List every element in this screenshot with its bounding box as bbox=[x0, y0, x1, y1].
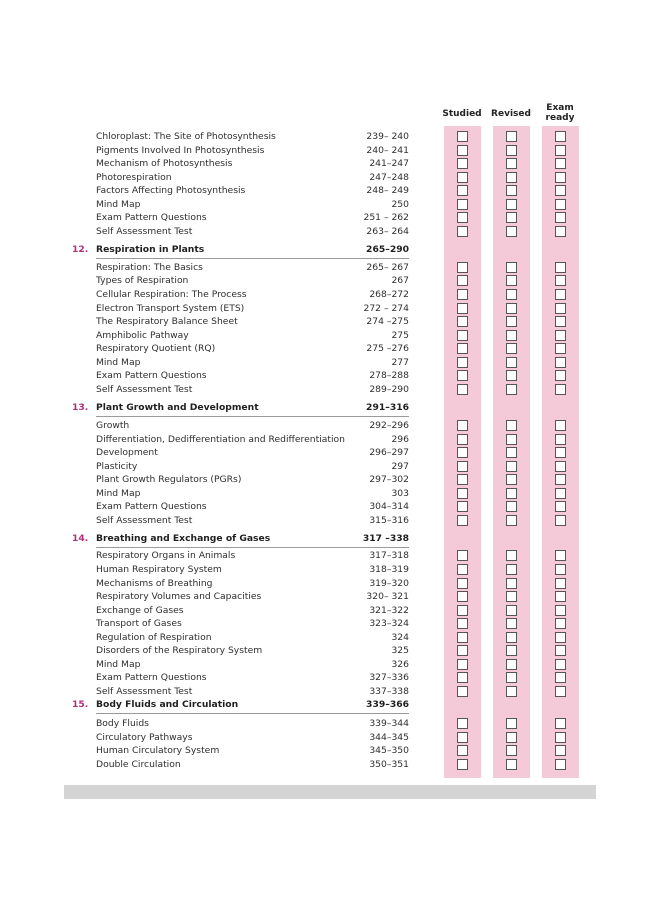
topic-title: Circulatory Pathways bbox=[96, 732, 193, 743]
page-range: 304–314 bbox=[369, 501, 409, 512]
revised-checkbox[interactable] bbox=[506, 501, 517, 512]
topic-title: Respiratory Organs in Animals bbox=[96, 550, 236, 561]
topic-title: Photorespiration bbox=[96, 172, 172, 183]
studied-checkbox[interactable] bbox=[457, 226, 468, 237]
page-range: 247–248 bbox=[369, 172, 409, 183]
topic-title: Regulation of Respiration bbox=[96, 632, 212, 643]
exam-ready-checkbox[interactable] bbox=[555, 357, 566, 368]
chapter-divider bbox=[96, 547, 409, 548]
topic-title: Cellular Respiration: The Process bbox=[96, 289, 247, 300]
chapter-row bbox=[0, 698, 660, 712]
page-range: 275 bbox=[391, 330, 409, 341]
topic-row bbox=[0, 130, 660, 144]
topic-row bbox=[0, 144, 660, 158]
revised-checkbox[interactable] bbox=[506, 718, 517, 729]
page-range: 337–338 bbox=[369, 686, 409, 697]
exam-ready-checkbox[interactable] bbox=[555, 745, 566, 756]
page-range: 345–350 bbox=[369, 745, 409, 756]
exam-ready-checkbox[interactable] bbox=[555, 591, 566, 602]
topic-row bbox=[0, 671, 660, 685]
page-range: 263– 264 bbox=[366, 226, 409, 237]
exam-ready-checkbox[interactable] bbox=[555, 262, 566, 273]
topic-title: Mind Map bbox=[96, 659, 141, 670]
studied-checkbox[interactable] bbox=[457, 718, 468, 729]
chapter-divider bbox=[96, 258, 409, 259]
page-range: 268–272 bbox=[369, 289, 409, 300]
chapter-number: 14. bbox=[72, 533, 89, 544]
studied-checkbox[interactable] bbox=[457, 212, 468, 223]
topic-title: Growth bbox=[96, 420, 130, 431]
exam-ready-checkbox[interactable] bbox=[555, 343, 566, 354]
topic-row bbox=[0, 383, 660, 397]
page-range: 274 –275 bbox=[366, 316, 409, 327]
revised-checkbox[interactable] bbox=[506, 275, 517, 286]
exam-ready-checkbox[interactable] bbox=[555, 488, 566, 499]
page-range: 321–322 bbox=[369, 605, 409, 616]
revised-checkbox[interactable] bbox=[506, 515, 517, 526]
topic-row bbox=[0, 631, 660, 645]
topic-title: Human Circulatory System bbox=[96, 745, 220, 756]
studied-checkbox[interactable] bbox=[457, 564, 468, 575]
revised-checkbox[interactable] bbox=[506, 745, 517, 756]
revised-checkbox[interactable] bbox=[506, 185, 517, 196]
studied-checkbox[interactable] bbox=[457, 759, 468, 770]
studied-checkbox[interactable] bbox=[457, 686, 468, 697]
studied-checkbox[interactable] bbox=[457, 461, 468, 472]
revised-checkbox[interactable] bbox=[506, 488, 517, 499]
exam-ready-checkbox[interactable] bbox=[555, 275, 566, 286]
exam-ready-checkbox[interactable] bbox=[555, 515, 566, 526]
topic-title: Respiratory Volumes and Capacities bbox=[96, 591, 262, 602]
page-range: 277 bbox=[391, 357, 409, 368]
revised-checkbox[interactable] bbox=[506, 645, 517, 656]
exam-ready-checkbox[interactable] bbox=[555, 461, 566, 472]
topic-row bbox=[0, 758, 660, 772]
exam-ready-checkbox[interactable] bbox=[555, 578, 566, 589]
topic-row bbox=[0, 225, 660, 239]
revised-checkbox[interactable] bbox=[506, 618, 517, 629]
topic-title: The Respiratory Balance Sheet bbox=[96, 316, 238, 327]
revised-checkbox[interactable] bbox=[506, 370, 517, 381]
revised-checkbox[interactable] bbox=[506, 474, 517, 485]
studied-checkbox[interactable] bbox=[457, 275, 468, 286]
page-range: 272 – 274 bbox=[363, 303, 409, 314]
revised-checkbox[interactable] bbox=[506, 591, 517, 602]
topic-title: Amphibolic Pathway bbox=[96, 330, 189, 341]
topic-row bbox=[0, 446, 660, 460]
topic-row bbox=[0, 500, 660, 514]
exam-ready-checkbox[interactable] bbox=[555, 672, 566, 683]
exam-ready-checkbox[interactable] bbox=[555, 370, 566, 381]
page-range: 289–290 bbox=[369, 384, 409, 395]
revised-checkbox[interactable] bbox=[506, 199, 517, 210]
revised-checkbox[interactable] bbox=[506, 330, 517, 341]
topic-row bbox=[0, 369, 660, 383]
topic-row bbox=[0, 604, 660, 618]
studied-checkbox[interactable] bbox=[457, 488, 468, 499]
studied-checkbox[interactable] bbox=[457, 605, 468, 616]
revised-checkbox[interactable] bbox=[506, 172, 517, 183]
topic-title: Types of Respiration bbox=[96, 275, 189, 286]
page-range: 296–297 bbox=[369, 447, 409, 458]
studied-checkbox[interactable] bbox=[457, 550, 468, 561]
topic-row bbox=[0, 171, 660, 185]
column-header-exam-ready-line2: ready bbox=[545, 113, 575, 123]
topic-title: Body Fluids bbox=[96, 718, 149, 729]
studied-checkbox[interactable] bbox=[457, 131, 468, 142]
topic-title: Plant Growth Regulators (PGRs) bbox=[96, 474, 242, 485]
studied-checkbox[interactable] bbox=[457, 434, 468, 445]
topic-title: Mind Map bbox=[96, 357, 141, 368]
studied-checkbox[interactable] bbox=[457, 289, 468, 300]
revised-checkbox[interactable] bbox=[506, 357, 517, 368]
exam-ready-checkbox[interactable] bbox=[555, 550, 566, 561]
chapter-row bbox=[0, 243, 660, 257]
topic-title: Development bbox=[96, 447, 158, 458]
topic-row bbox=[0, 549, 660, 563]
topic-title: Mind Map bbox=[96, 488, 141, 499]
exam-ready-checkbox[interactable] bbox=[555, 158, 566, 169]
topic-row bbox=[0, 590, 660, 604]
exam-ready-checkbox[interactable] bbox=[555, 212, 566, 223]
footer-bar bbox=[64, 785, 596, 799]
revised-checkbox[interactable] bbox=[506, 262, 517, 273]
topic-title: Double Circulation bbox=[96, 759, 181, 770]
topic-row bbox=[0, 419, 660, 433]
page-range: 278–288 bbox=[369, 370, 409, 381]
topic-title: Plasticity bbox=[96, 461, 138, 472]
page-range: 296 bbox=[391, 434, 409, 445]
exam-ready-checkbox[interactable] bbox=[555, 632, 566, 643]
revised-checkbox[interactable] bbox=[506, 343, 517, 354]
exam-ready-checkbox[interactable] bbox=[555, 131, 566, 142]
topic-row bbox=[0, 563, 660, 577]
exam-ready-checkbox[interactable] bbox=[555, 316, 566, 327]
revised-checkbox[interactable] bbox=[506, 672, 517, 683]
studied-checkbox[interactable] bbox=[457, 145, 468, 156]
page-range: 275 –276 bbox=[366, 343, 409, 354]
page-range: 323–324 bbox=[369, 618, 409, 629]
topic-row bbox=[0, 198, 660, 212]
exam-ready-checkbox[interactable] bbox=[555, 686, 566, 697]
chapter-number: 15. bbox=[72, 699, 89, 710]
studied-checkbox[interactable] bbox=[457, 618, 468, 629]
studied-checkbox[interactable] bbox=[457, 745, 468, 756]
page-range: 327–336 bbox=[369, 672, 409, 683]
page-range: 297–302 bbox=[369, 474, 409, 485]
topic-row bbox=[0, 617, 660, 631]
page-range: 267 bbox=[391, 275, 409, 286]
topic-row bbox=[0, 514, 660, 528]
revised-checkbox[interactable] bbox=[506, 316, 517, 327]
topic-title: Self Assessment Test bbox=[96, 226, 193, 237]
page-range: 248– 249 bbox=[366, 185, 409, 196]
studied-checkbox[interactable] bbox=[457, 370, 468, 381]
studied-checkbox[interactable] bbox=[457, 158, 468, 169]
topic-row bbox=[0, 211, 660, 225]
page-range: 318–319 bbox=[369, 564, 409, 575]
column-header-studied: Studied bbox=[442, 109, 482, 119]
topic-title: Disorders of the Respiratory System bbox=[96, 645, 263, 656]
topic-title: Electron Transport System (ETS) bbox=[96, 303, 245, 314]
studied-checkbox[interactable] bbox=[457, 447, 468, 458]
topic-title: Self Assessment Test bbox=[96, 384, 193, 395]
revised-checkbox[interactable] bbox=[506, 289, 517, 300]
chapter-title: Breathing and Exchange of Gases bbox=[96, 533, 271, 544]
exam-ready-checkbox[interactable] bbox=[555, 172, 566, 183]
topic-row bbox=[0, 342, 660, 356]
column-header-exam-ready bbox=[538, 103, 582, 123]
exam-ready-checkbox[interactable] bbox=[555, 420, 566, 431]
revised-checkbox[interactable] bbox=[506, 303, 517, 314]
page-range: 265–290 bbox=[366, 244, 409, 255]
revised-checkbox[interactable] bbox=[506, 158, 517, 169]
chapter-divider bbox=[96, 416, 409, 417]
topic-title: Human Respiratory System bbox=[96, 564, 222, 575]
chapter-divider bbox=[96, 713, 409, 714]
topic-title: Respiration: The Basics bbox=[96, 262, 203, 273]
exam-ready-checkbox[interactable] bbox=[555, 718, 566, 729]
revised-checkbox[interactable] bbox=[506, 605, 517, 616]
page-range: 339–366 bbox=[366, 699, 409, 710]
topic-title: Exam Pattern Questions bbox=[96, 501, 207, 512]
studied-checkbox[interactable] bbox=[457, 343, 468, 354]
exam-ready-checkbox[interactable] bbox=[555, 289, 566, 300]
exam-ready-checkbox[interactable] bbox=[555, 226, 566, 237]
studied-checkbox[interactable] bbox=[457, 732, 468, 743]
studied-checkbox[interactable] bbox=[457, 316, 468, 327]
topic-title: Transport of Gases bbox=[96, 618, 182, 629]
studied-checkbox[interactable] bbox=[457, 185, 468, 196]
column-header-revised: Revised bbox=[491, 109, 531, 119]
page-range: 291–316 bbox=[366, 402, 409, 413]
exam-ready-checkbox[interactable] bbox=[555, 474, 566, 485]
exam-ready-checkbox[interactable] bbox=[555, 185, 566, 196]
studied-checkbox[interactable] bbox=[457, 474, 468, 485]
revised-checkbox[interactable] bbox=[506, 732, 517, 743]
topic-row bbox=[0, 356, 660, 370]
page-range: 251 – 262 bbox=[363, 212, 409, 223]
studied-checkbox[interactable] bbox=[457, 591, 468, 602]
page-range: 344–345 bbox=[369, 732, 409, 743]
topic-row bbox=[0, 261, 660, 275]
topic-title: Mechanism of Photosynthesis bbox=[96, 158, 233, 169]
exam-ready-checkbox[interactable] bbox=[555, 303, 566, 314]
studied-checkbox[interactable] bbox=[457, 420, 468, 431]
topic-row bbox=[0, 329, 660, 343]
topic-row bbox=[0, 473, 660, 487]
exam-ready-checkbox[interactable] bbox=[555, 330, 566, 341]
page-range: 250 bbox=[391, 199, 409, 210]
topic-title: Exam Pattern Questions bbox=[96, 672, 207, 683]
page-range: 350–351 bbox=[369, 759, 409, 770]
chapter-number: 12. bbox=[72, 244, 89, 255]
page-range: 315–316 bbox=[369, 515, 409, 526]
exam-ready-checkbox[interactable] bbox=[555, 732, 566, 743]
topic-row bbox=[0, 644, 660, 658]
topic-row bbox=[0, 157, 660, 171]
revised-checkbox[interactable] bbox=[506, 632, 517, 643]
exam-ready-checkbox[interactable] bbox=[555, 759, 566, 770]
studied-checkbox[interactable] bbox=[457, 199, 468, 210]
revised-checkbox[interactable] bbox=[506, 226, 517, 237]
column-header-exam-ready-line1: Exam bbox=[546, 103, 574, 113]
exam-ready-checkbox[interactable] bbox=[555, 384, 566, 395]
revised-checkbox[interactable] bbox=[506, 564, 517, 575]
chapter-row bbox=[0, 532, 660, 546]
revised-checkbox[interactable] bbox=[506, 550, 517, 561]
topic-title: Self Assessment Test bbox=[96, 686, 193, 697]
revised-checkbox[interactable] bbox=[506, 461, 517, 472]
topic-title: Exam Pattern Questions bbox=[96, 370, 207, 381]
studied-checkbox[interactable] bbox=[457, 515, 468, 526]
studied-checkbox[interactable] bbox=[457, 357, 468, 368]
topic-title: Self Assessment Test bbox=[96, 515, 193, 526]
exam-ready-checkbox[interactable] bbox=[555, 199, 566, 210]
topic-row bbox=[0, 302, 660, 316]
revised-checkbox[interactable] bbox=[506, 384, 517, 395]
topic-row bbox=[0, 460, 660, 474]
topic-row bbox=[0, 288, 660, 302]
revised-checkbox[interactable] bbox=[506, 447, 517, 458]
chapter-title: Respiration in Plants bbox=[96, 244, 205, 255]
topic-title: Factors Affecting Photosynthesis bbox=[96, 185, 246, 196]
studied-checkbox[interactable] bbox=[457, 330, 468, 341]
page-range: 317–318 bbox=[369, 550, 409, 561]
topic-row bbox=[0, 717, 660, 731]
topic-row bbox=[0, 577, 660, 591]
page-range: 239– 240 bbox=[366, 131, 409, 142]
topic-row bbox=[0, 685, 660, 699]
revised-checkbox[interactable] bbox=[506, 578, 517, 589]
revised-checkbox[interactable] bbox=[506, 686, 517, 697]
studied-checkbox[interactable] bbox=[457, 384, 468, 395]
page-range: 303 bbox=[391, 488, 409, 499]
page-range: 339–344 bbox=[369, 718, 409, 729]
revised-checkbox[interactable] bbox=[506, 212, 517, 223]
topic-title: Mind Map bbox=[96, 199, 141, 210]
exam-ready-checkbox[interactable] bbox=[555, 564, 566, 575]
topic-row bbox=[0, 744, 660, 758]
exam-ready-checkbox[interactable] bbox=[555, 605, 566, 616]
topic-title: Differentiation, Dedifferentiation and Redifferentiation bbox=[96, 434, 345, 445]
page-range: 325 bbox=[391, 645, 409, 656]
exam-ready-checkbox[interactable] bbox=[555, 659, 566, 670]
topic-row bbox=[0, 433, 660, 447]
chapter-title: Plant Growth and Development bbox=[96, 402, 259, 413]
page-range: 326 bbox=[391, 659, 409, 670]
chapter-number: 13. bbox=[72, 402, 89, 413]
topic-row bbox=[0, 487, 660, 501]
page-range: 320– 321 bbox=[366, 591, 409, 602]
page-range: 240– 241 bbox=[366, 145, 409, 156]
topic-title: Respiratory Quotient (RQ) bbox=[96, 343, 216, 354]
page-range: 241–247 bbox=[369, 158, 409, 169]
exam-ready-checkbox[interactable] bbox=[555, 447, 566, 458]
exam-ready-checkbox[interactable] bbox=[555, 501, 566, 512]
studied-checkbox[interactable] bbox=[457, 172, 468, 183]
page-range: 292–296 bbox=[369, 420, 409, 431]
page-range: 319–320 bbox=[369, 578, 409, 589]
studied-checkbox[interactable] bbox=[457, 659, 468, 670]
topic-row bbox=[0, 315, 660, 329]
page-range: 265– 267 bbox=[366, 262, 409, 273]
studied-checkbox[interactable] bbox=[457, 578, 468, 589]
topic-row bbox=[0, 274, 660, 288]
revised-checkbox[interactable] bbox=[506, 434, 517, 445]
studied-checkbox[interactable] bbox=[457, 632, 468, 643]
revised-checkbox[interactable] bbox=[506, 131, 517, 142]
revised-checkbox[interactable] bbox=[506, 145, 517, 156]
revised-checkbox[interactable] bbox=[506, 420, 517, 431]
exam-ready-checkbox[interactable] bbox=[555, 618, 566, 629]
studied-checkbox[interactable] bbox=[457, 672, 468, 683]
exam-ready-checkbox[interactable] bbox=[555, 434, 566, 445]
topic-title: Exam Pattern Questions bbox=[96, 212, 207, 223]
revised-checkbox[interactable] bbox=[506, 759, 517, 770]
studied-checkbox[interactable] bbox=[457, 303, 468, 314]
topic-title: Chloroplast: The Site of Photosynthesis bbox=[96, 131, 276, 142]
page-range: 297 bbox=[391, 461, 409, 472]
page-range: 324 bbox=[391, 632, 409, 643]
topic-row bbox=[0, 184, 660, 198]
exam-ready-checkbox[interactable] bbox=[555, 145, 566, 156]
topic-title: Mechanisms of Breathing bbox=[96, 578, 213, 589]
exam-ready-checkbox[interactable] bbox=[555, 645, 566, 656]
topic-title: Pigments Involved In Photosynthesis bbox=[96, 145, 265, 156]
topic-row bbox=[0, 731, 660, 745]
chapter-row bbox=[0, 401, 660, 415]
studied-checkbox[interactable] bbox=[457, 501, 468, 512]
revised-checkbox[interactable] bbox=[506, 659, 517, 670]
topic-row bbox=[0, 658, 660, 672]
page-range: 317 –338 bbox=[362, 533, 409, 544]
studied-checkbox[interactable] bbox=[457, 262, 468, 273]
chapter-title: Body Fluids and Circulation bbox=[96, 699, 239, 710]
studied-checkbox[interactable] bbox=[457, 645, 468, 656]
topic-title: Exchange of Gases bbox=[96, 605, 184, 616]
